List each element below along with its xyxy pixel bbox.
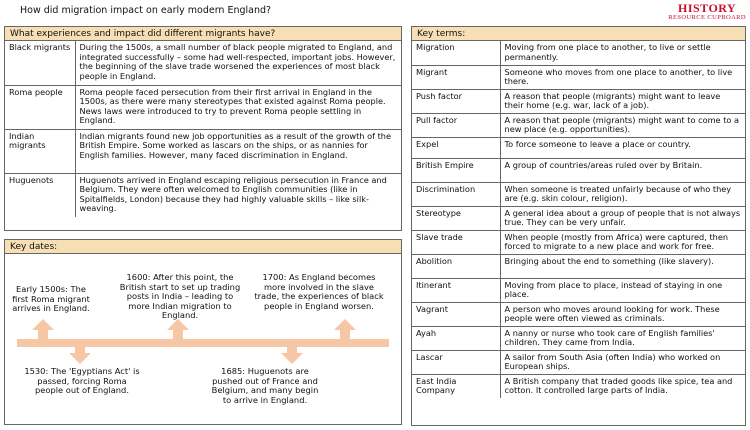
key-term: Push factor — [412, 89, 500, 113]
table-row — [412, 254, 745, 278]
key-term-definition: A sailor from South Asia (often India) who worked on European ships. — [500, 350, 745, 374]
migrant-group: Roma people — [5, 85, 75, 129]
key-term-definition: A nanny or nurse who took care of English families' children. They came from India. — [500, 326, 745, 350]
table-row — [412, 206, 745, 230]
timeline-event: 1700: As England becomes more involved in the slave trade, the experiences of black people in England worsen. — [254, 272, 384, 311]
table-row — [412, 137, 745, 158]
key-term: Slave trade — [412, 230, 500, 254]
key-term: Itinerant — [412, 278, 500, 302]
migrant-group: Black migrants — [5, 41, 75, 85]
table-row — [412, 302, 745, 326]
key-term: Migration — [412, 41, 500, 65]
table-row — [412, 350, 745, 374]
key-term-definition: When people (mostly from Africa) were captured, then forced to migrate to a new place and work for free. — [500, 230, 745, 254]
history-resource-cupboard-logo — [668, 2, 746, 22]
timeline-arrow-up — [32, 319, 54, 339]
key-term-definition: Moving from one place to another, to live or settle permanently. — [504, 42, 711, 62]
key-term-definition: A general idea about a group of people that is not always true. They can be very unfair. — [500, 206, 745, 230]
table-row — [5, 129, 401, 173]
key-term: Pull factor — [412, 113, 500, 137]
key-term-definition: To force someone to leave a place or country. — [500, 137, 745, 158]
table-row — [412, 230, 745, 254]
table-row — [412, 158, 745, 182]
timeline-event: Early 1500s: The first Roma migrant arrives in England. — [12, 284, 90, 314]
key-term: Expel — [412, 137, 500, 158]
key-term-definition: A person who moves around looking for work. These people were often viewed as criminals. — [500, 302, 745, 326]
key-term-definition: A reason that people (migrants) might want to come to a new place (e.g. opportunities). — [500, 113, 745, 137]
timeline-arrow-down — [69, 347, 91, 364]
key-dates-header: Key dates: — [5, 240, 401, 254]
migrant-experience: Huguenots arrived in England escaping religious persecution in France and Belgium. They were often welcomed to English communities (like in Spitalfields, London) because they had highly valuable skills – like silk-weaving. — [75, 173, 401, 217]
table-row — [412, 326, 745, 350]
migrant-group: Indian migrants — [5, 129, 75, 173]
timeline-arrow-up — [334, 319, 356, 339]
key-term: Ayah — [412, 326, 500, 350]
timeline-arrow-down — [281, 347, 303, 364]
key-term-definition: A British company that traded goods like spice, tea and cotton. It controlled large parts of India. — [500, 374, 745, 398]
key-term-definition: Someone who moves from one place to another, to live there. — [500, 65, 745, 89]
table-row — [5, 41, 401, 85]
timeline-arrow-up — [167, 319, 189, 339]
key-terms-panel — [411, 26, 746, 426]
timeline-event: 1530: The 'Egyptians Act' is passed, forcing Roma people out of England. — [24, 366, 140, 396]
key-term-definition: A group of countries/areas ruled over by Britain. — [500, 158, 745, 182]
key-term-definition: A reason that people (migrants) might want to leave their home (e.g. war, lack of a job). — [500, 89, 745, 113]
key-term-definition: Moving from place to place, instead of staying in one place. — [500, 278, 745, 302]
migrant-experience: Indian migrants found new job opportunities as a result of the growth of the British Empire. Some worked as lascars on the ships, or as nannies for English families. However, many faced discrimination in England. — [75, 129, 401, 173]
key-term: Discrimination — [412, 182, 500, 206]
experiences-panel — [4, 26, 402, 231]
table-row — [412, 89, 745, 113]
table-row — [5, 173, 401, 217]
experiences-table — [5, 41, 401, 217]
table-row — [5, 85, 401, 129]
migrant-experience: During the 1500s, a small number of black people migrated to England, and integrated successfully – some had well-respected, important jobs. However, the beginning of the slave trade worsened the experiences of most black people in England. — [79, 42, 396, 81]
table-row — [412, 113, 745, 137]
logo-main-text: HISTORY — [678, 1, 737, 15]
key-term: British Empire — [412, 158, 500, 182]
key-term: East India Company — [412, 374, 500, 398]
table-row — [412, 278, 745, 302]
timeline — [5, 240, 401, 424]
key-term: Vagrant — [412, 302, 500, 326]
table-row — [412, 182, 745, 206]
key-term-definition: Bringing about the end to something (like slavery). — [500, 254, 745, 278]
experiences-header: What experiences and impact did different migrants have? — [5, 27, 401, 41]
key-dates-panel — [4, 239, 402, 425]
key-term: Migrant — [412, 65, 500, 89]
table-row — [412, 41, 745, 65]
migrant-experience: Roma people faced persecution from their first arrival in England in the 1500s, as there were many stereotypes that existed against Roma people. News laws were introduced to try to prevent Roma people settling in England. — [75, 85, 401, 129]
key-term-definition: When someone is treated unfairly because of who they are (e.g. skin colour, religion). — [500, 182, 745, 206]
key-term: Lascar — [412, 350, 500, 374]
table-row — [412, 374, 745, 398]
key-terms-header: Key terms: — [412, 27, 745, 41]
migrant-group: Huguenots — [5, 173, 75, 217]
key-term: Stereotype — [412, 206, 500, 230]
timeline-bar — [17, 339, 389, 347]
table-row — [412, 65, 745, 89]
page-title: How did migration impact on early modern England? — [20, 5, 272, 16]
timeline-event: 1600: After this point, the British start to set up trading posts in India – leading to more Indian migration to England. — [119, 272, 241, 321]
key-term: Abolition — [412, 254, 500, 278]
logo-sub-text: RESOURCE CUPBOARD — [668, 14, 746, 21]
timeline-event: 1685: Huguenots are pushed out of France and Belgium, and many begin to arrive in England. — [211, 366, 319, 405]
key-terms-table — [412, 41, 745, 398]
